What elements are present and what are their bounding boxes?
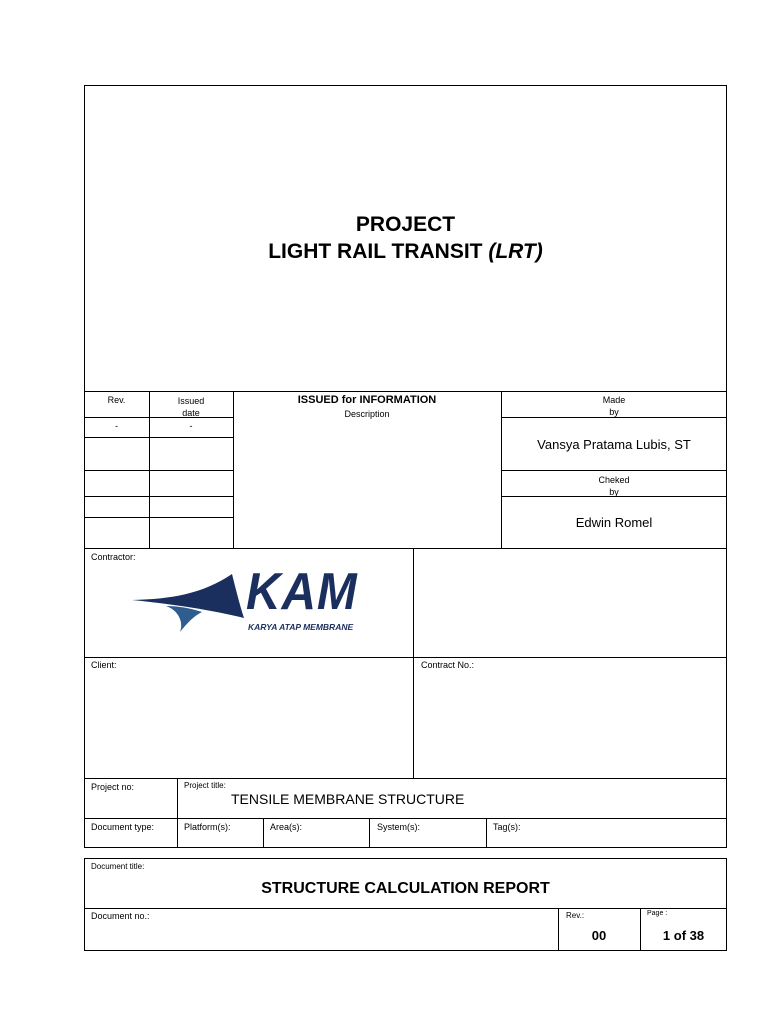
checked-by-line2: by (609, 487, 619, 497)
document-title-value: STRUCTURE CALCULATION REPORT (261, 880, 550, 897)
kam-logo-text: KAM (246, 563, 358, 621)
project-heading-line2 (84, 238, 727, 265)
area-label: Area(s): (270, 822, 303, 832)
issued-header-line1: Issued (177, 396, 205, 406)
rev-label: Rev.: (566, 911, 585, 920)
rev-number: 00 (591, 928, 607, 943)
cover-frame (84, 85, 727, 779)
platform-label: Platform(s): (184, 822, 231, 832)
document-no-label: Document no.: (91, 911, 150, 921)
page-label: Page : (647, 910, 668, 917)
project-abbrev: (LRT) (488, 240, 543, 263)
checked-by-line1: Cheked (598, 475, 630, 485)
checked-by-label (501, 474, 727, 498)
issued-header-line2: date (182, 408, 200, 418)
client-label: Client: (91, 660, 117, 670)
document-title-label: Document title: (91, 862, 145, 871)
contract-no-label: Contract No.: (421, 660, 475, 670)
description-label: Description (344, 409, 390, 419)
made-by-line2: by (609, 407, 619, 417)
page-number: 1 of 38 (662, 928, 705, 943)
project-heading-line1: PROJECT (355, 213, 456, 236)
system-label: System(s): (377, 822, 421, 832)
issued-for-label: ISSUED for INFORMATION (297, 394, 437, 406)
document-type-label: Document type: (91, 822, 155, 832)
rev-header: Rev. (107, 395, 126, 405)
date-value: - (189, 421, 193, 431)
rev-value: - (115, 421, 118, 431)
kam-logo (132, 563, 372, 636)
checked-by-name: Edwin Romel (575, 515, 653, 530)
made-by-name: Vansya Pratama Lubis, ST (537, 437, 691, 452)
project-no-label: Project no: (91, 782, 135, 792)
project-name: LIGHT RAIL TRANSIT (268, 240, 489, 263)
contractor-label: Contractor: (91, 552, 136, 562)
project-title-label: Project title: (184, 781, 226, 790)
project-info-table (84, 778, 727, 848)
made-by-label (501, 394, 727, 418)
made-by-line1: Made (602, 395, 626, 405)
kam-logo-subtext: KARYA ATAP MEMBRANE (248, 622, 354, 632)
tag-label: Tag(s): (493, 822, 521, 832)
issued-header (149, 395, 233, 419)
project-title-value: TENSILE MEMBRANE STRUCTURE (231, 791, 465, 807)
project-heading (84, 211, 727, 265)
